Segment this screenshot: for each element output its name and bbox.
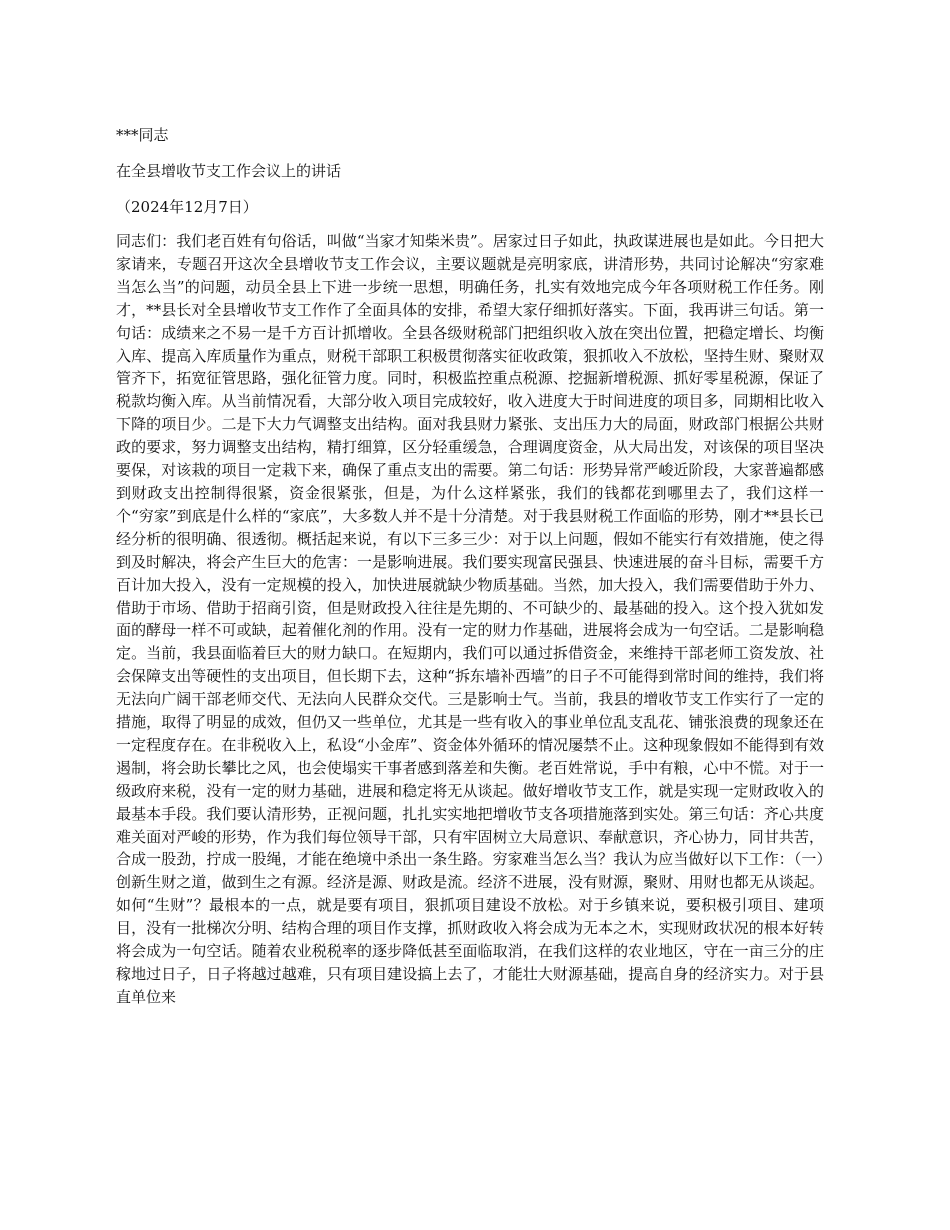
document-page xyxy=(116,124,824,1009)
salutation: ***同志 xyxy=(116,126,169,144)
speech-date: （2024年12月7日） xyxy=(116,198,258,216)
speech-title: 在全县增收节支工作会议上的讲话 xyxy=(116,162,342,180)
speech-body: 同志们：我们老百姓有句俗话，叫做“当家才知柴米贵”。居家过日子如此，执政谋进展也是如此。今日把大家请来，专题召开这次全县增收节支工作会议，主要议题就是亮明家底，讲清形势，共同讨论解决“穷家难当怎么当”的问题，动员全县上下进一步统一思想，明确任务，扎实有效地完成今年各项财税工作任务。刚才，**县长对全县增收节支工作作了全面具体的安排，希望大家仔细抓好落实。下面，我再讲三句话。第一句话：成绩来之不易一是千方百计抓增收。全县各级财税部门把组织收入放在突出位置，把稳定增长、均衡入库、提高入库质量作为重点，财税干部职工积极贯彻落实征收政策，狠抓收入不放松，坚持生财、聚财双管齐下，拓宽征管思路，强化征管力度。同时，积极监控重点税源、挖掘新增税源、抓好零星税源，保证了税款均衡入库。从当前情况看，大部分收入项目完成较好，收入进度大于时间进度的项目多，同期相比收入下降的项目少。二是下大力气调整支出结构。面对我县财力紧张、支出压力大的局面，财政部门根据公共财政的要求，努力调整支出结构，精打细算，区分轻重缓急，合理调度资金，从大局出发，对该保的项目坚决要保，对该栽的项目一定栽下来，确保了重点支出的需要。第二句话：形势异常严峻近阶段，大家普遍都感到财政支出控制得很紧，资金很紧张，但是，为什么这样紧张，我们的钱都花到哪里去了，我们这样一个“穷家”到底是什么样的“家底”，大多数人并不是十分清楚。对于我县财税工作面临的形势，刚才**县长已经分析的很明确、很透彻。概括起来说，有以下三多三少：对于以上问题，假如不能实行有效措施，使之得到及时解决，将会产生巨大的危害：一是影响进展。我们要实现富民强县、快速进展的奋斗目标，需要千方百计加大投入，没有一定规模的投入，加快进展就缺少物质基础。当然，加大投入，我们需要借助于外力、借助于市场、借助于招商引资，但是财政投入往往是先期的、不可缺少的、最基础的投入。这个投入犹如发面的酵母一样不可或缺，起着催化剂的作用。没有一定的财力作基础，进展将会成为一句空话。二是影响稳定。当前，我县面临着巨大的财力缺口。在短期内，我们可以通过拆借资金，来维持干部老师工资发放、社会保障支出等硬性的支出项目，但长期下去，这种“拆东墙补西墙”的日子不可能得到常时间的维持，我们将无法向广阔干部老师交代、无法向人民群众交代。三是影响士气。当前，我县的增收节支工作实行了一定的措施，取得了明显的成效，但仍又一些单位，尤其是一些有收入的事业单位乱支乱花、铺张浪费的现象还在一定程度存在。在非税收入上，私设“小金库”、资金体外循环的情况屡禁不止。这种现象假如不能得到有效遏制，将会助长攀比之风，也会使塌实干事者感到落差和失衡。老百姓常说，手中有粮，心中不慌。对于一级政府来税，没有一定的财力基础，进展和稳定将无从谈起。做好增收节支工作，就是实现一定财政收入的最基本手段。我们要认清形势，正视问题，扎扎实实地把增收节支各项措施落到实处。第三句话：齐心共度难关面对严峻的形势，作为我们每位领导干部，只有牢固树立大局意识、奉献意识，齐心协力，同甘共苦，合成一股劲，拧成一股绳，才能在绝境中杀出一条生路。穷家难当怎么当？我认为应当做好以下工作：（一）创新生财之道，做到生之有源。经济是源、财政是流。经济不进展，没有财源，聚财、用财也都无从谈起。如何“生财”？最根本的一点，就是要有项目，狠抓项目建设不放松。对于乡镇来说，要积极引项目、建项目，没有一批梯次分明、结构合理的项目作支撑，抓财政收入将会成为无本之木，实现财政状况的根本好转将会成为一句空话。随着农业税税率的逐步降低甚至面临取消，在我们这样的农业地区，守在一亩三分的庄稼地过日子，日子将越过越难，只有项目建设搞上去了，才能壮大财源基础，提高自身的经济实力。对于县直单位来 xyxy=(116,232,824,1006)
